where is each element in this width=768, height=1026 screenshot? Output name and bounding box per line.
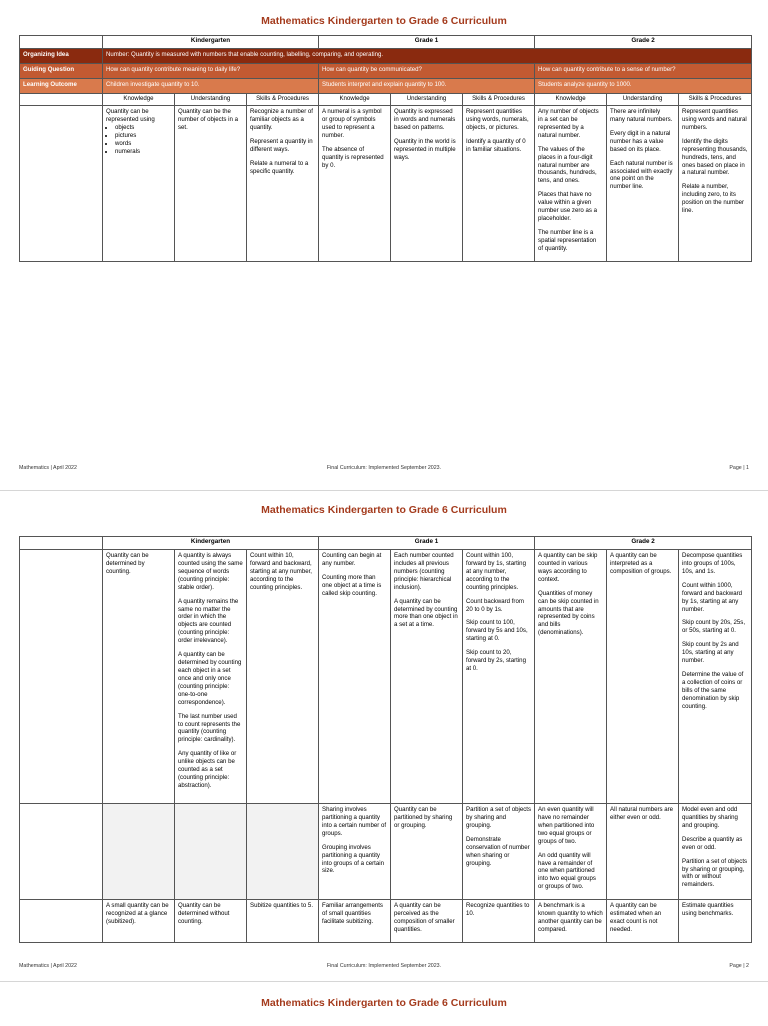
cell-paragraph: A quantity can be determined by counting each object in a set once and only once (counting principle: one-to-one correspondence).	[178, 651, 242, 706]
cell-g2-understanding	[607, 106, 679, 262]
footer-left: Mathematics | April 2022	[19, 465, 77, 471]
cell-paragraph: Each number counted includes all previous numbers (counting principle: hierarchical inclusion).	[394, 552, 454, 591]
cell-paragraph: Quantity can be partitioned by sharing or grouping.	[394, 806, 453, 829]
learning-outcome-grade-2: Students analyze quantity to 1000.	[535, 79, 752, 94]
cell-paragraph: Counting can begin at any number.	[322, 552, 382, 567]
cell-paragraph: Quantities of money can be skip counted in amounts that are represented by coins and bills (denominations).	[538, 589, 599, 637]
cell-paragraph: Represent quantities using words and natural numbers.	[682, 108, 747, 131]
cell-g2-understanding	[607, 804, 679, 900]
cell-paragraph: A numeral is a symbol or group of symbols used to represent a number.	[322, 108, 382, 139]
cell-g1-understanding	[391, 106, 463, 262]
cell-paragraph: Familiar arrangements of small quantities facilitate subitizing.	[322, 902, 383, 926]
cell-k-knowledge	[103, 804, 175, 900]
cell-paragraph: Relate a numeral to a specific quantity.	[250, 159, 309, 175]
cell-k-understanding	[175, 900, 247, 943]
cell-g2-skills	[679, 900, 752, 943]
cell-g2-skills	[679, 804, 752, 900]
sub-header-understanding: Understanding	[607, 94, 679, 106]
cell-paragraph: Count within 1000, forward and backward by 1s, starting at any number.	[682, 581, 742, 613]
cell-paragraph: Describe a quantity as even or odd.	[682, 835, 743, 851]
blank-header-cell	[20, 36, 103, 49]
cell-g2-skills	[679, 106, 752, 262]
cell-paragraph: Grouping involves partitioning a quantity into groups of a certain size.	[322, 843, 385, 875]
cell-k-skills	[247, 550, 319, 804]
learning-outcome-row	[20, 79, 752, 94]
cell-paragraph: A quantity can be skip counted in various ways according to context.	[538, 552, 598, 583]
page-title: Mathematics Kindergarten to Grade 6 Curriculum	[261, 504, 507, 516]
cell-g2-knowledge	[535, 900, 607, 943]
list-item: • words	[115, 140, 171, 148]
sub-header-row	[20, 94, 752, 106]
cell-paragraph: Quantity can be the number of objects in a set.	[178, 108, 238, 131]
cell-paragraph: The absence of quantity is represented by 0.	[322, 145, 384, 169]
grade-header-grade-1: Grade 1	[319, 36, 535, 49]
organizing-idea-text: Number: Quantity is measured with numbers that enable counting, labelling, comparing, and operating.	[103, 49, 752, 64]
cell-paragraph: An even quantity will have no remainder when partitioned into two equal groups or groups of two.	[538, 806, 595, 845]
cell-paragraph: Skip count to 100, forward by 5s and 10s, starting at 0.	[466, 619, 528, 643]
cell-paragraph: Estimate quantities using benchmarks.	[682, 902, 734, 918]
cell-g1-skills	[463, 550, 535, 804]
cell-k-understanding	[175, 550, 247, 804]
cell-g2-understanding	[607, 550, 679, 804]
cell-paragraph: Identify a quantity of 0 in familiar situations.	[466, 137, 526, 153]
cell-paragraph: All natural numbers are either even or odd.	[610, 806, 674, 821]
cell-paragraph: Recognize a number of familiar objects as a quantity.	[250, 108, 314, 131]
cell-paragraph: Model even and odd quantities by sharing and grouping.	[682, 806, 738, 829]
cell-paragraph: The number line is a spatial representation of quantity.	[538, 228, 597, 252]
grade-header-row	[20, 537, 752, 550]
cell-k-knowledge	[103, 106, 175, 262]
footer-center: Final Curriculum: Implemented September 2023.	[326, 465, 442, 471]
cell-g1-understanding	[391, 804, 463, 900]
cell-paragraph: The last number used to count represents the quantity (counting principle: cardinality).	[178, 712, 241, 744]
cell-paragraph: Decompose quantities into groups of 100s, 10s, and 1s.	[682, 552, 743, 575]
cell-paragraph: Relate a number, including zero, to its position on the number line.	[682, 183, 745, 215]
page-3	[0, 982, 768, 1026]
cell-paragraph: Every digit in a natural number has a value based on its place.	[610, 129, 671, 153]
cell-paragraph: Each natural number is associated with exactly one point on the number line.	[610, 159, 673, 191]
page-1	[0, 0, 768, 490]
cell-paragraph: A benchmark is a known quantity to which another quantity can be compared.	[538, 902, 603, 933]
cell-paragraph: Count backward from 20 to 0 by 1s.	[466, 597, 524, 613]
sub-header-skills: Skills & Procedures	[463, 94, 535, 106]
cell-paragraph: Count within 10, forward and backward, starting at any number, according to the counting principles.	[250, 552, 312, 591]
grade-header-grade-1: Grade 1	[319, 537, 535, 550]
cell-k-skills	[247, 900, 319, 943]
cell-k-skills	[247, 804, 319, 900]
cell-paragraph: A quantity remains the same no matter the order in which the objects are counted (counting principle: order irrelevance).	[178, 597, 239, 645]
cell-paragraph: Identify the digits representing thousands, hundreds, tens, and ones based on place in a natural number.	[682, 137, 748, 177]
cell-g1-knowledge	[319, 804, 391, 900]
guiding-question-label: Guiding Question	[20, 64, 103, 79]
cell-paragraph: Recognize quantities to 10.	[466, 902, 530, 918]
cell-paragraph: Count within 100, forward by 1s, starting at any number, according to the counting principles.	[466, 552, 526, 591]
page-2	[0, 491, 768, 981]
curriculum-table	[19, 35, 752, 262]
cell-paragraph: A quantity can be perceived as the composition of smaller quantities.	[394, 902, 455, 933]
grade-header-grade-2: Grade 2	[535, 36, 752, 49]
sub-header-knowledge: Knowledge	[535, 94, 607, 106]
cell-k-understanding	[175, 804, 247, 900]
sub-header-skills: Skills & Procedures	[679, 94, 752, 106]
organizing-idea-label: Organizing Idea	[20, 49, 103, 64]
cell-k-understanding	[175, 106, 247, 262]
curriculum-table	[19, 536, 752, 943]
list-item: • objects	[115, 124, 171, 132]
sub-header-understanding: Understanding	[175, 94, 247, 106]
cell-g2-skills	[679, 550, 752, 804]
cell-k-skills	[247, 106, 319, 262]
cell-paragraph: Partition a set of objects by sharing or grouping, with or without remainders.	[682, 857, 748, 889]
cell-g1-skills	[463, 900, 535, 943]
sub-header-knowledge: Knowledge	[103, 94, 175, 106]
content-row	[20, 106, 752, 262]
blank-label-cell	[20, 106, 103, 262]
cell-paragraph: The values of the places in a four-digit natural number are thousands, hundreds, tens, and ones.	[538, 145, 597, 185]
cell-paragraph: A quantity is always counted using the same sequence of words (counting principle: stable order).	[178, 552, 243, 591]
cell-paragraph: Any quantity of like or unlike objects can be counted as a set (counting principle: abstraction).	[178, 750, 237, 789]
cell-g1-knowledge	[319, 900, 391, 943]
cell-paragraph: Any number of objects in a set can be represented by a natural number.	[538, 108, 599, 139]
cell-k-knowledge	[103, 900, 175, 943]
guiding-question-grade-1: How can quantity be communicated?	[319, 64, 535, 79]
cell-g2-knowledge	[535, 106, 607, 262]
guiding-question-row	[20, 64, 752, 79]
cell-g1-skills	[463, 804, 535, 900]
cell-paragraph: There are infinitely many natural numbers.	[610, 108, 673, 123]
sub-header-skills: Skills & Procedures	[247, 94, 319, 106]
learning-outcome-label: Learning Outcome	[20, 79, 103, 94]
cell-paragraph: Represent quantities using words, numerals, objects, or pictures.	[466, 108, 529, 131]
list-item: • numerals	[115, 148, 171, 156]
list-item: • pictures	[115, 132, 171, 140]
content-row	[20, 550, 752, 804]
blank-label-cell	[20, 804, 103, 900]
organizing-idea-row	[20, 49, 752, 64]
cell-g1-understanding	[391, 900, 463, 943]
grade-header-kindergarten: Kindergarten	[103, 537, 319, 550]
grade-header-row	[20, 36, 752, 49]
cell-paragraph: A small quantity can be recognized at a glance (subitized).	[106, 902, 169, 926]
cell-paragraph: Sharing involves partitioning a quantity into a certain number of groups.	[322, 806, 387, 837]
content-row	[20, 900, 752, 943]
cell-paragraph: Partition a set of objects by sharing and grouping.	[466, 806, 532, 829]
footer-page-number: Page | 1	[729, 465, 749, 471]
cell-g1-knowledge	[319, 550, 391, 804]
cell-paragraph: Counting more than one object at a time is called skip counting.	[322, 573, 382, 597]
content-row	[20, 804, 752, 900]
cell-paragraph: Represent a quantity in different ways.	[250, 137, 313, 153]
grade-header-kindergarten: Kindergarten	[103, 36, 319, 49]
learning-outcome-grade-1: Students interpret and explain quantity to 100.	[319, 79, 535, 94]
cell-paragraph: Determine the value of a collection of coins or bills of the same denomination by skip counting.	[682, 671, 744, 710]
cell-paragraph: Quantity can be determined by counting.	[106, 552, 149, 575]
cell-g2-knowledge	[535, 550, 607, 804]
footer-page-number: Page | 2	[729, 963, 749, 969]
cell-paragraph: Skip count by 2s and 10s, starting at any number.	[682, 641, 739, 665]
cell-paragraph: A quantity can be interpreted as a composition of groups.	[610, 552, 672, 575]
blank-header-cell	[20, 537, 103, 550]
cell-k-knowledge	[103, 550, 175, 804]
page-title: Mathematics Kindergarten to Grade 6 Curriculum	[261, 997, 507, 1009]
cell-g2-understanding	[607, 900, 679, 943]
cell-g1-skills	[463, 106, 535, 262]
sub-header-knowledge: Knowledge	[319, 94, 391, 106]
cell-paragraph: Demonstrate conservation of number when sharing or grouping.	[466, 835, 530, 867]
cell-g2-knowledge	[535, 804, 607, 900]
cell-paragraph: A quantity can be estimated when an exact count is not needed.	[610, 902, 662, 933]
cell-paragraph: Quantity is expressed in words and numerals based on patterns.	[394, 108, 456, 131]
blank-sub-header-cell	[20, 94, 103, 106]
grade-header-grade-2: Grade 2	[535, 537, 752, 550]
footer-left: Mathematics | April 2022	[19, 963, 77, 969]
cell-paragraph: Skip count by 20s, 25s, or 50s, starting at 0.	[682, 619, 746, 635]
cell-g1-understanding	[391, 550, 463, 804]
cell-text: Quantity can be represented using	[106, 108, 155, 123]
cell-paragraph: An odd quantity will have a remainder of one when partitioned into two equal groups or groups of two.	[538, 851, 596, 891]
cell-paragraph: Quantity in the world is represented in multiple ways.	[394, 137, 456, 161]
guiding-question-grade-2: How can quantity contribute to a sense of number?	[535, 64, 752, 79]
cell-paragraph: Subitize quantities to 5.	[250, 902, 314, 910]
learning-outcome-kindergarten: Children investigate quantity to 10.	[103, 79, 319, 94]
bullet-list	[106, 124, 171, 156]
footer-center: Final Curriculum: Implemented September 2023.	[326, 963, 442, 969]
cell-paragraph: Quantity can be determined without counting.	[178, 902, 230, 926]
guiding-question-kindergarten: How can quantity contribute meaning to daily life?	[103, 64, 319, 79]
page-title: Mathematics Kindergarten to Grade 6 Curriculum	[261, 15, 507, 27]
cell-g1-knowledge	[319, 106, 391, 262]
cell-paragraph: A quantity can be determined by counting more than one object in a set at a time.	[394, 597, 458, 629]
blank-label-cell	[20, 900, 103, 943]
sub-header-understanding: Understanding	[391, 94, 463, 106]
cell-paragraph: Places that have no value within a given number use zero as a placeholder.	[538, 191, 597, 223]
cell-paragraph: Skip count to 20, forward by 2s, starting at 0.	[466, 649, 526, 673]
blank-label-cell	[20, 550, 103, 804]
